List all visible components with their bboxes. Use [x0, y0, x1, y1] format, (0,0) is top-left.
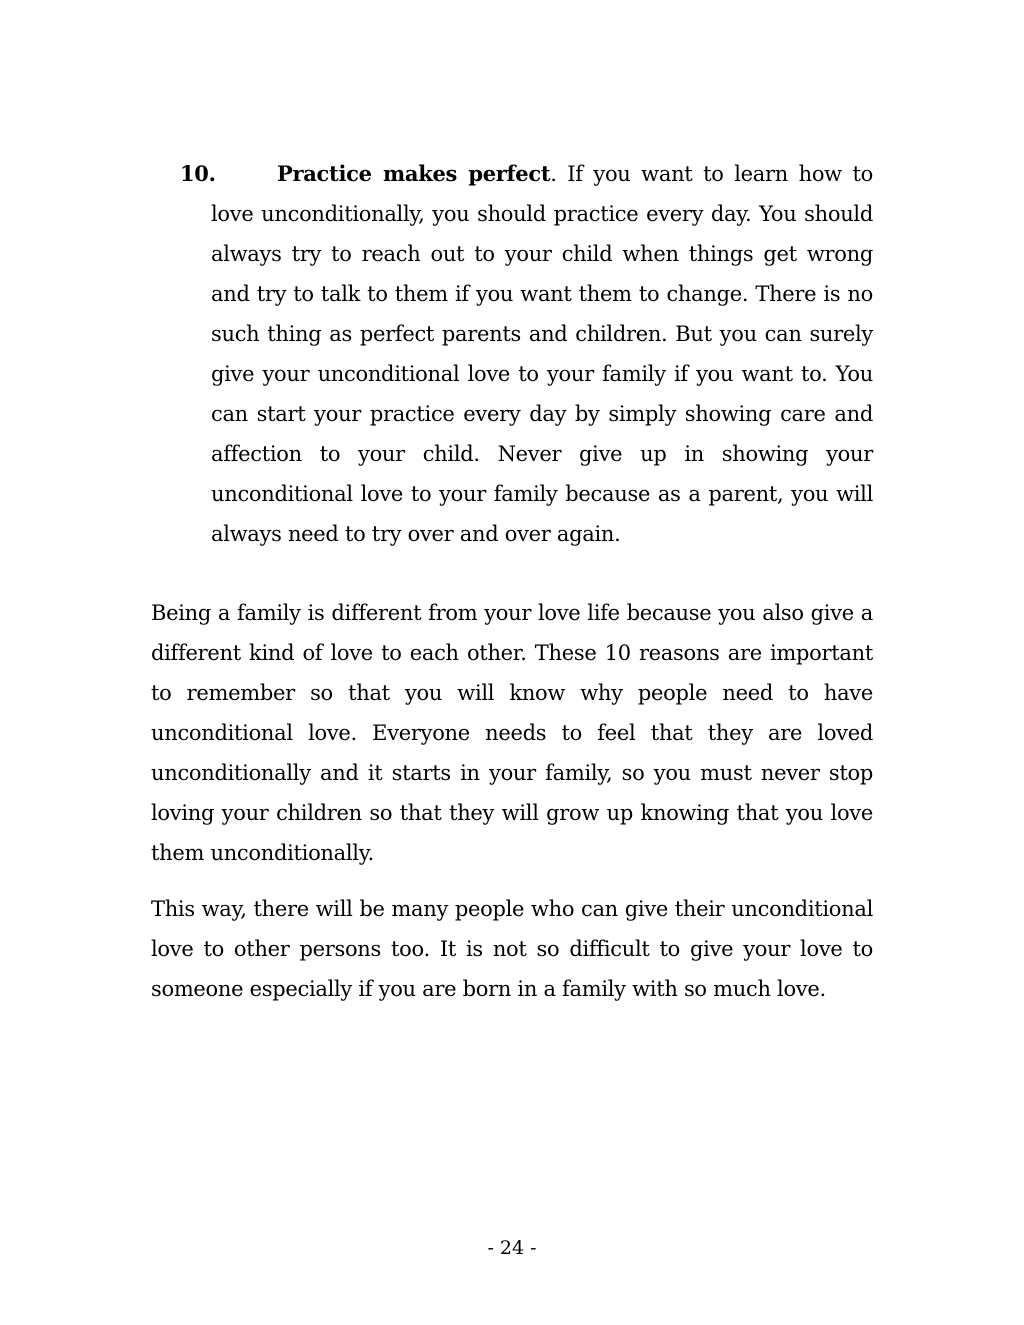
- body-paragraph-family: Being a family is different from your love life because you also give a different kind of love to each other. These 10 reasons are important to remember so that you will know why people need to have unconditional love. Everyone needs to feel that they are loved unconditionally and it starts in your family, so you must never stop loving your children so that they will grow up knowing that you love them unconditionally.: [151, 601, 873, 865]
- list-item-number: 10.: [180, 161, 216, 186]
- list-item-heading: Practice makes perfect: [277, 161, 551, 186]
- list-item-10: [180, 154, 873, 554]
- list-item-body: . If you want to learn how to love unconditionally, you should practice every day. You should always try to reach out to your child when things get wrong and try to talk to them if you want them to change. There is no such thing as perfect parents and children. But you can surely give your unconditional love to your family if you want to. You can start your practice every day by simply showing care and affection to your child. Never give up in showing your unconditional love to your family because as a parent, you will always need to try over and over again.: [211, 162, 873, 546]
- page-number: - 24 -: [487, 1237, 537, 1259]
- body-paragraph-conclusion: This way, there will be many people who can give their unconditional love to other persons too. It is not so difficult to give your love to someone especially if you are born in a family with so much love.: [151, 897, 873, 1001]
